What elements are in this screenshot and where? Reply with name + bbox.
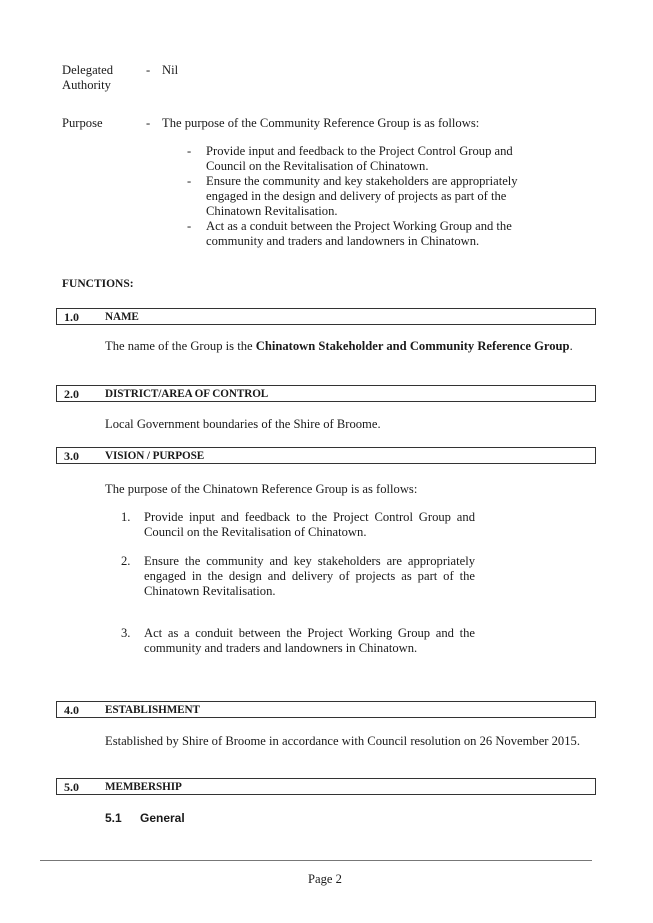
purpose-bullet-1: Provide input and feedback to the Project Control Group and Council on the Revitalisation of Chinatown. — [206, 144, 513, 173]
section-number: 2.0 — [64, 387, 79, 401]
purpose-label: Purpose — [62, 116, 103, 130]
bullet-dash: - — [187, 219, 192, 233]
section-title: MEMBERSHIP — [105, 781, 182, 793]
section-header-vision — [56, 447, 596, 464]
purpose-bullet-3: Act as a conduit between the Project Working Group and the community and traders and landowners in Chinatown. — [206, 219, 512, 248]
section-number: 1.0 — [64, 310, 79, 324]
section-1-text: The name of the Group is the Chinatown Stakeholder and Community Reference Group. — [105, 339, 573, 353]
section-title: ESTABLISHMENT — [105, 704, 200, 716]
delegated-authority-value: Nil — [162, 63, 179, 77]
section-header-establishment — [56, 701, 596, 718]
functions-heading: FUNCTIONS: — [62, 278, 134, 290]
delegated-authority-label: Delegated Authority — [62, 63, 114, 92]
subsection-number: 5.1 — [105, 811, 122, 825]
section-4-text: Established by Shire of Broome in accordance with Council resolution on 26 November 2015. — [105, 734, 580, 748]
purpose-dash: - — [146, 116, 151, 130]
page-number: Page 2 — [308, 872, 342, 886]
section-number: 5.0 — [64, 780, 79, 794]
purpose-list-item-3: 3. Act as a conduit between the Project Working Group and the community and traders and landowners in Chinatown. — [121, 626, 475, 655]
section-title: DISTRICT/AREA OF CONTROL — [105, 388, 269, 400]
footer-divider — [40, 860, 592, 861]
section-header-membership — [56, 778, 596, 795]
bullet-dash: - — [187, 144, 192, 158]
section-header-name — [56, 308, 596, 325]
subsection-title: General — [140, 811, 185, 825]
purpose-list-item-1: 1. Provide input and feedback to the Project Control Group and Council on the Revitalisation of Chinatown. — [121, 510, 475, 539]
section-number: 4.0 — [64, 703, 79, 717]
section-3-intro: The purpose of the Chinatown Reference Group is as follows: — [105, 482, 418, 496]
section-2-text: Local Government boundaries of the Shire of Broome. — [105, 417, 381, 431]
purpose-list-item-2: 2. Ensure the community and key stakeholders are appropriately engaged in the design and delivery of projects as part of the Chinatown Revitalisation. — [121, 554, 475, 598]
bullet-dash: - — [187, 174, 192, 188]
purpose-intro: The purpose of the Community Reference Group is as follows: — [162, 116, 480, 130]
section-title: VISION / PURPOSE — [105, 450, 205, 462]
section-number: 3.0 — [64, 449, 79, 463]
delegated-dash: - — [146, 63, 151, 77]
purpose-bullet-2: Ensure the community and key stakeholders are appropriately engaged in the design and delivery of projects as part of the Chinatown Revitalisation. — [206, 174, 518, 218]
section-header-district — [56, 385, 596, 402]
section-title: NAME — [105, 311, 139, 323]
